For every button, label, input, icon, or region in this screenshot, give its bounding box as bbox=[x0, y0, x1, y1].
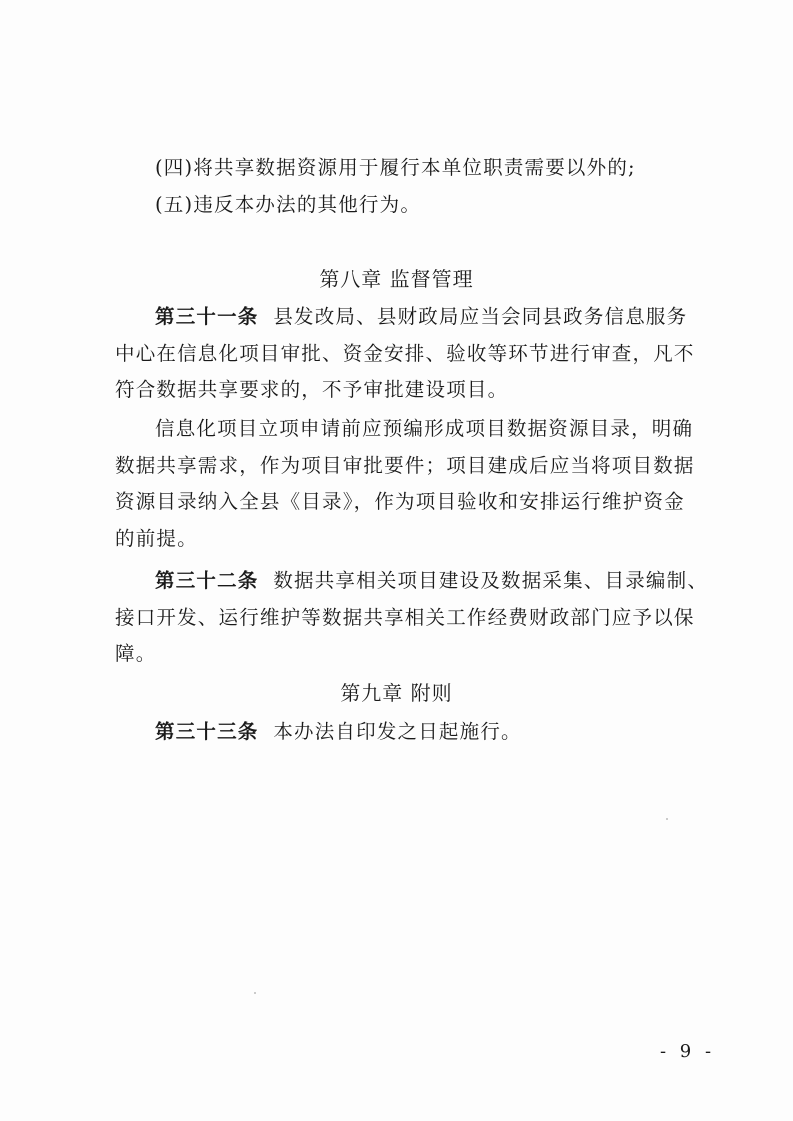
article-33-line bbox=[115, 714, 705, 751]
article-32-line-3: 障。 bbox=[115, 642, 157, 665]
paragraph-line-2: 数据共享需求，作为项目审批要件；项目建成后应当将项目数据 bbox=[115, 453, 695, 477]
article-33-title: 第三十三条 bbox=[155, 720, 259, 743]
paragraph-line-4: 的前提。 bbox=[115, 526, 198, 550]
article-33-text: 本办法自印发之日起施行。 bbox=[273, 720, 522, 743]
article-31-line-3: 符合数据共享要求的，不予审批建设项目。 bbox=[115, 378, 509, 401]
article-31-first-line bbox=[115, 299, 705, 336]
item-4: (四)将共享数据资源用于履行本单位职责需要以外的; bbox=[155, 156, 636, 179]
article-31-line-2: 中心在信息化项目审批、资金安排、验收等环节进行审查，凡不 bbox=[115, 341, 695, 365]
article-31 bbox=[115, 299, 705, 409]
scan-speck bbox=[666, 818, 668, 820]
article-33 bbox=[115, 714, 705, 751]
article-32-line-1: 数据共享相关项目建设及数据采集、目录编制、 bbox=[273, 569, 709, 592]
page-number: - 9 - bbox=[660, 1041, 716, 1062]
article-32-first-line bbox=[115, 563, 709, 600]
item-5: (五)违反本办法的其他行为。 bbox=[155, 192, 422, 216]
article-32 bbox=[115, 563, 709, 673]
chapter-9-heading: 第九章 附则 bbox=[340, 681, 453, 705]
item-list bbox=[115, 150, 705, 223]
paragraph-line-3: 资源目录纳入全县《目录》，作为项目验收和安排运行维护资金 bbox=[115, 490, 685, 513]
paragraph-project-catalog bbox=[115, 411, 705, 557]
article-31-title: 第三十一条 bbox=[155, 305, 259, 328]
scan-speck bbox=[254, 992, 256, 994]
article-31-line-1: 县发改局、县财政局应当会同县政务信息服务 bbox=[273, 305, 688, 328]
article-32-line-2: 接口开发、运行维护等数据共享相关工作经费财政部门应予以保 bbox=[115, 605, 695, 629]
paragraph-line-1: 信息化项目立项申请前应预编形成项目数据资源目录，明确 bbox=[155, 417, 694, 440]
chapter-8-heading: 第八章 监督管理 bbox=[319, 267, 474, 291]
article-32-title: 第三十二条 bbox=[155, 569, 259, 592]
